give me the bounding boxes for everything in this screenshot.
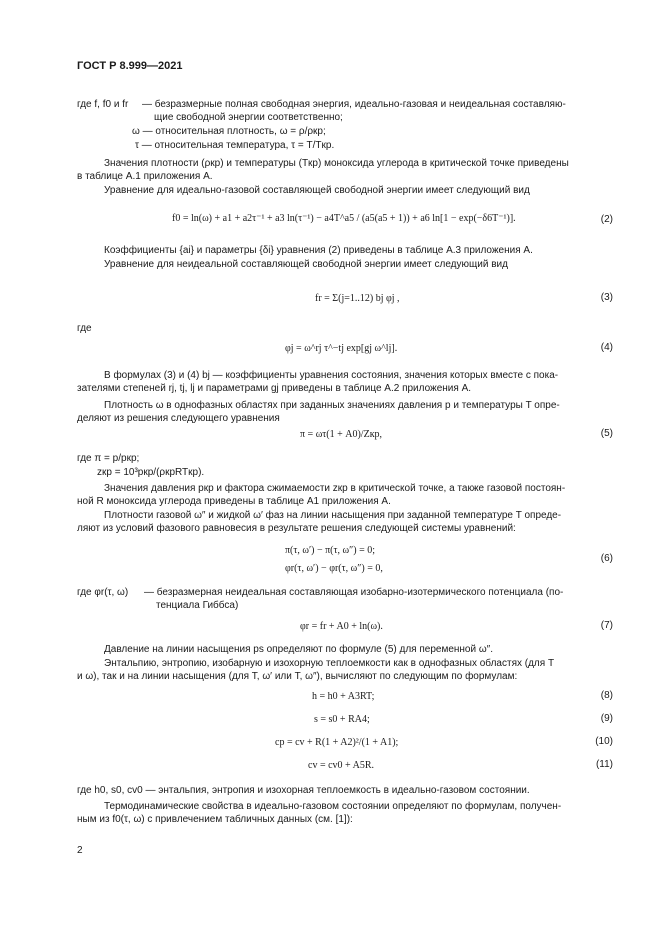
equation-3: fr = Σ(j=1..12) bj φj , bbox=[315, 293, 400, 304]
equation-number-11: (11) bbox=[595, 759, 613, 770]
phi-definition-desc-2: тенциала Гиббса) bbox=[156, 600, 239, 611]
paragraph-nonideal-intro: Уравнение для неидеальной составляющей свободной энергии имеет следующий вид bbox=[104, 259, 508, 270]
f-definition-label: где f, f0 и fr bbox=[77, 99, 129, 110]
equation-number-5: (5) bbox=[600, 428, 613, 439]
paragraph-ideal-gas-props-1: Термодинамические свойства в идеально-газовом состоянии определяют по формулам, получен- bbox=[104, 801, 562, 812]
paragraph-ideal-gas-intro: Уравнение для идеально-газовой составляющей свободной энергии имеет следующий вид bbox=[104, 185, 530, 196]
equation-6-line-1: π(τ, ω′) − π(τ, ω″) = 0; bbox=[285, 545, 376, 556]
paragraph-phase-density-1: Плотности газовой ω″ и жидкой ω′ фаз на линии насыщения при заданной температуре T опреде- bbox=[104, 510, 562, 521]
paragraph-formula-coeffs-1: В формулах (3) и (4) bj — коэффициенты уравнения состояния, значения которых вместе с пока- bbox=[104, 370, 559, 381]
paragraph-formula-coeffs-2: зателями степеней rj, tj, lj и параметрами gj приведены в таблице А.2 приложения А. bbox=[77, 383, 472, 394]
paragraph-phase-density-2: ляют из условий фазового равновесия в результате решения следующей системы уравнений: bbox=[77, 523, 516, 534]
equation-7: φr = fr + A0 + ln(ω). bbox=[300, 621, 383, 632]
equation-5: π = ωτ(1 + A0)/Zкр, bbox=[300, 429, 383, 440]
paragraph-pressure-2: ной R моноксида углерода приведены в таблице А1 приложения А. bbox=[77, 496, 391, 507]
paragraph-coefficients: Коэффициенты {ai} и параметры {δi} уравнения (2) приведены в таблице А.3 приложения А. bbox=[104, 245, 533, 256]
equation-number-7: (7) bbox=[600, 620, 613, 631]
f-definition-desc-1: — безразмерные полная свободная энергия, идеально-газовая и неидеальная составляю- bbox=[142, 99, 566, 110]
pi-definition: где π = p/pкр; bbox=[77, 453, 140, 464]
paragraph-saturation-pressure: Давление на линии насыщения ps определяют по формуле (5) для переменной ω″. bbox=[104, 644, 493, 655]
paragraph-critical-point-1: Значения плотности (ρкр) и температуры (Tкр) моноксида углерода в критической точке приведены bbox=[104, 158, 569, 169]
equation-number-8: (8) bbox=[600, 690, 613, 701]
equation-10: cp = cv + R(1 + A2)²/(1 + A1); bbox=[275, 737, 399, 748]
equation-number-3: (3) bbox=[600, 292, 613, 303]
equation-number-4: (4) bbox=[600, 342, 613, 353]
phi-definition-desc-1: — безразмерная неидеальная составляющая изобарно-изотермического потенциала (по- bbox=[144, 587, 564, 598]
paragraph-density-2: деляют из решения следующего уравнения bbox=[77, 413, 280, 424]
equation-4: φj = ω^rj τ^−tj exp[gj ω^lj]. bbox=[285, 343, 398, 354]
z-definition: zкр = 10³pкр/(ρкрRTкр). bbox=[97, 467, 205, 478]
page-number: 2 bbox=[77, 845, 83, 856]
ideal-gas-definitions: где h0, s0, cv0 — энтальпия, энтропия и изохорная теплоемкость в идеально-газовом состоянии. bbox=[77, 785, 530, 796]
equation-number-2: (2) bbox=[600, 214, 613, 225]
document-code: ГОСТ Р 8.999—2021 bbox=[77, 60, 183, 72]
tau-definition: τ — относительная температура, τ = T/Tкр. bbox=[135, 140, 335, 151]
paragraph-pressure-1: Значения давления pкр и фактора сжимаемости zкр в критической точке, а также газовой постоян- bbox=[104, 483, 566, 494]
equation-8: h = h0 + A3RT; bbox=[312, 691, 375, 702]
equation-6-line-2: φr(τ, ω′) − φr(τ, ω″) = 0, bbox=[285, 563, 383, 574]
equation-number-6: (6) bbox=[600, 553, 613, 564]
paragraph-ideal-gas-props-2: ным из f0(τ, ω) с привлечением табличных данных (см. [1]): bbox=[77, 814, 353, 825]
equation-number-10: (10) bbox=[595, 736, 613, 747]
omega-definition: ω — относительная плотность, ω = ρ/ρкр; bbox=[132, 126, 326, 137]
paragraph-density-1: Плотность ω в однофазных областях при заданных значениях давления p и температуры T опре- bbox=[104, 400, 560, 411]
f-definition-desc-2: щие свободной энергии соответственно; bbox=[154, 112, 343, 123]
phi-definition-label: где φr(τ, ω) bbox=[77, 587, 129, 598]
paragraph-enthalpy-1: Энтальпию, энтропию, изобарную и изохорную теплоемкости как в однофазных областях (для T bbox=[104, 658, 555, 669]
paragraph-critical-point-2: в таблице А.1 приложения А. bbox=[77, 171, 213, 182]
equation-9: s = s0 + RA4; bbox=[314, 714, 370, 725]
equation-11: cv = cv0 + A5R. bbox=[308, 760, 374, 771]
equation-number-9: (9) bbox=[600, 713, 613, 724]
where-label: где bbox=[77, 323, 92, 334]
paragraph-enthalpy-2: и ω), так и на линии насыщения (для T, ω′ или T, ω″), вычисляют по следующим по формулам: bbox=[77, 671, 518, 682]
equation-2: f0 = ln(ω) + a1 + a2τ⁻¹ + a3 ln(τ⁻¹) − a4T^a5 / (a5(a5 + 1)) + a6 ln[1 − exp(−δ6T⁻¹)]. bbox=[172, 213, 516, 224]
